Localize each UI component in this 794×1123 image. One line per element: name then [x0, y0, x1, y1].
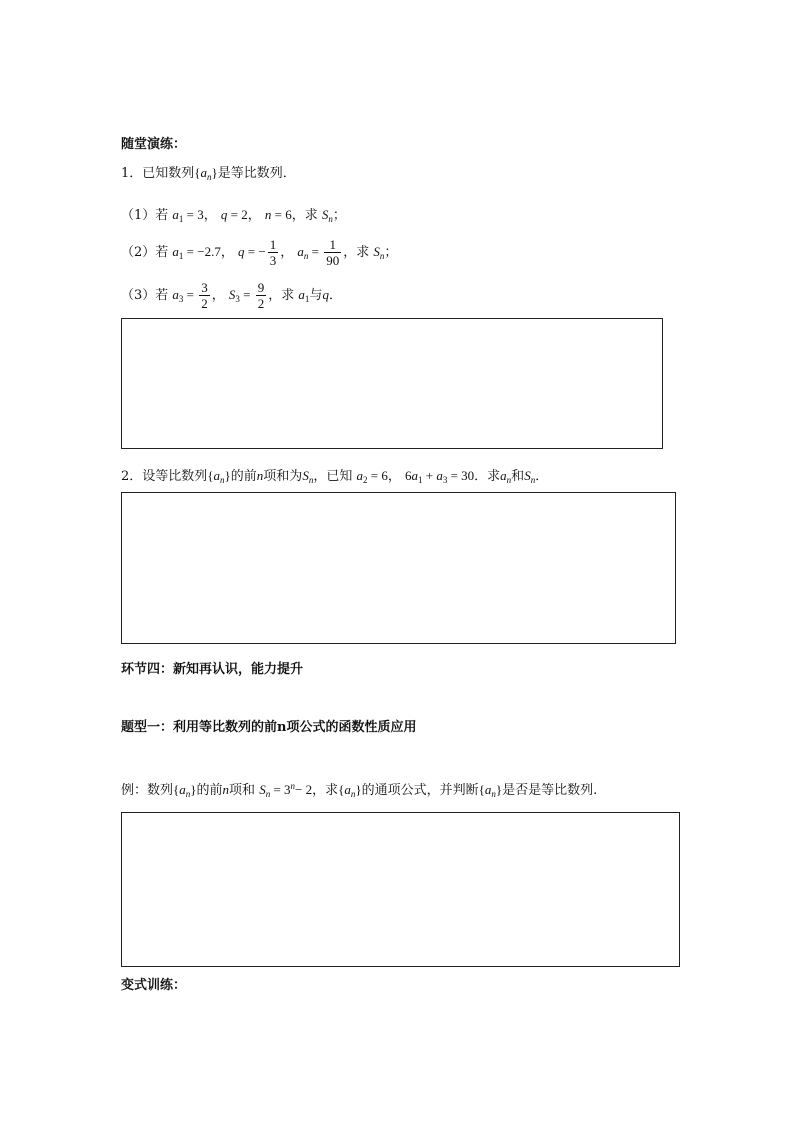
question-2: 2．设等比数列$\{a_n\}$的前n项和为$S_n$，已知 $a_2 = 6$， $6a_1 + a_3 = 30$．求$a_n$和$S_n$． [121, 468, 549, 485]
question-1-intro: 1．已知数列$\{a_n\}$是等比数列． [121, 165, 296, 182]
question-1-part-1: （1）若 $a_1 = 3$， q = 2， n = 6，求 $S_n$； [121, 207, 346, 224]
practice-heading: 随堂演练： [121, 137, 187, 152]
stage-four-heading: 环节四：新知再认识，能力提升 [121, 662, 304, 677]
variant-heading: 变式训练： [121, 978, 187, 993]
type-one-heading: 题型一：利用等比数列的前n项公式的函数性质应用 [121, 720, 417, 735]
example-question: 例：数列$\{a_n\}$的前n项和 $S_n = 3^n- 2$，求$\{a_n\}$的通项公式，并判断$\{a_n\}$是否是等比数列. [121, 781, 598, 799]
answer-box-2[interactable] [121, 492, 676, 644]
question-1-part-3: （3）若 $a_3$ = $\frac{3}{2}$ ， $S_3$ = $\frac{9}{2}$ ，求 $a_1$与q． [121, 280, 342, 311]
question-1-part-2: （2）若 $a_1 = -2.7$， q = − $\frac{1}{3}$ ， $a_n$ = $\frac{1}{90}$ ，求 $S_n$； [121, 237, 398, 268]
answer-box-3[interactable] [121, 812, 680, 967]
answer-box-1[interactable] [121, 318, 663, 449]
